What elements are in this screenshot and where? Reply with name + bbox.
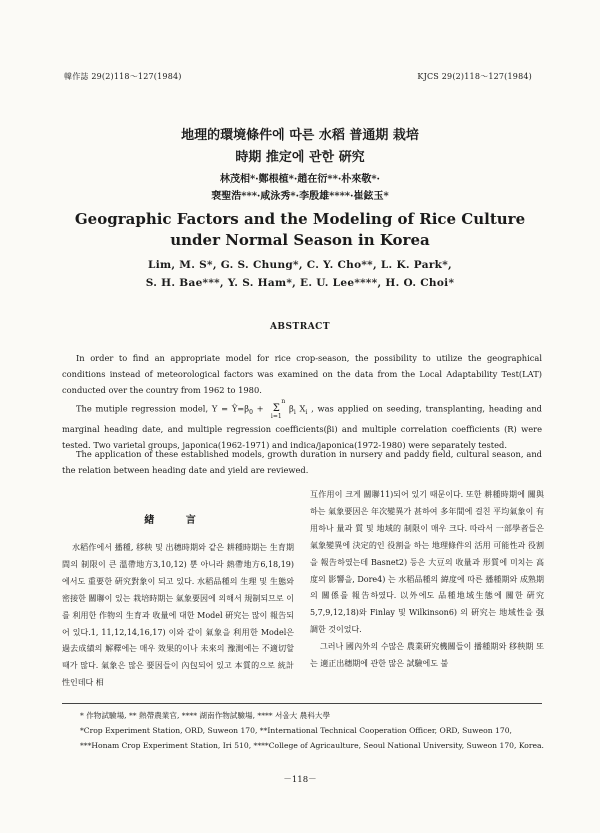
abstract-heading: ABSTRACT [269, 322, 331, 332]
abstract-paragraph-3: The application of these established models, growth duration in nursery and paddy field, cultural season, and the relation between heading date and yield are reviewed. [62, 449, 542, 475]
authors-english-line-2: S. H. Bae***, Y. S. Ham*, E. U. Lee****, H. O. Choi* [145, 277, 455, 289]
affiliation-footnote-english: *Crop Experiment Station, ORD, Suweon 170, **International Technical Cooperation Officer, ORD, Suweon 170, ***Honam Crop Experiment Station, Iri 510, ****College of Agricaulture, Seoul National University, Suweon 170, Korea. [80, 726, 544, 750]
beta-symbol: β [289, 403, 294, 414]
introduction-left-column [62, 540, 294, 692]
introduction-right-column [310, 487, 544, 673]
introduction-left-text: 水稻作에서 播種, 移秧 및 出穗時期와 같은 耕種時期는 生育期間의 制限이 큰 溫帶地方3,10,12) 뿐 아니라 熱帶地方6,18,19)에서도 重要한 硏究對象이 되고 있다. 水稻品種의 生理 및 生態와 密接한 關聯이 있는 栽培時期는 氣象要因에 의해서 規制되므로 이를 利用한 作物의 生育과 收量에 대한 Model 硏究는 많이 報告되어 있다.1, 11,12,14,16,17) 이와 같이 氣象을 利用한 Model은 過去成績의 解釋에는 매우 效果的이나 未來의 豫測에는 不適切할 때가 많다. 氣象은 많은 要因들이 內包되어 있고 本質的으로 統計性인데다 相 [62, 543, 294, 688]
regression-plus: + [252, 403, 268, 414]
abstract-paragraph-2: The mutiple regression model, $Y = Ŷ=\beta_0 + n$ Σ i=1 $\beta_i$ $X_i$ , was applied on seeding, transplanting, heading and marginal heading date, and multiple regression coefficients(βi) and multiple correlation coefficients (R) were tested. Two varietal groups, japonica(1962-1971) and indica/japonica(1972-1980) were separately tested. [62, 398, 542, 451]
sum-upper-limit: n [281, 398, 286, 405]
journal-citation-left: 韓作誌 29(2)118～127(1984) [64, 72, 182, 81]
introduction-right-paragraph-1: 互作用이 크게 關聯11)되어 있기 때문이다. 또한 耕種時期에 關與하는 氣象要因은 年次變異가 甚하여 多年間에 걸친 平均氣象이 有用하나 量과 質 및 地域的 制限이 매우 크다. 따라서 一部學者들은 氣象變異에 決定的인 役割을 하는 地理條件의 活用 可能性과 役割을 報告하였는데 Basnet2) 등은 大豆의 收量과 形質에 미치는 高度의 影響을, Dore4) 는 水稻品種의 緯度에 따른 播種期와 成熟期의 關係를 報告하였다. 以外에도 品種地域生態에 關한 硏究5,7,9,12,18)와 Finlay 및 Wilkinson6) 의 硏究는 地域性을 强調한 것이었다. [310, 490, 544, 635]
regression-description: , was applied on seeding, transplanting, heading and marginal heading date, and multiple regression coefficients(βi) and multiple correlation coefficients (R) were tested. Two varietal groups, japonica(1962-1971) and indica/japonica(1972-1980) were separately tested. [62, 403, 542, 451]
introduction-heading: 緖 言 [144, 515, 210, 526]
authors-korean-line-1: 林茂相*·鄭根植*·趙在衍**·朴來敬*· [219, 174, 381, 185]
summation-symbol: Σ [272, 403, 280, 414]
affiliation-footnote [80, 708, 546, 753]
abstract-paragraph-1: In order to find an appropriate model for rice crop-season, the possibility to utilize the geographical conditions instead of meteorological factors was examined on the data from the Local Adaptability Test(LAT) conducted over the country from 1962 to 1980. [62, 353, 542, 395]
sum-lower-limit: i=1 [270, 413, 282, 420]
journal-citation-right: KJCS 29(2)118～127(1984) [417, 72, 532, 81]
title-korean-line-1: 地理的環境條件에 따른 水稻 普通期 栽培 [181, 128, 419, 143]
title-english-line-2: under Normal Season in Korea [170, 231, 430, 249]
affiliation-footnote-korean: * 作物試驗場, ** 熱帶農業官, **** 湖南作物試驗場, **** 서울大 農科大學 [80, 711, 331, 720]
page-number: －118－ [283, 775, 317, 785]
introduction-right-paragraph-2: 그러나 國內外의 수많은 農業硏究機關들이 播種期와 移秧期 또는 適正出穗期에 관한 많은 試驗에도 불 [310, 642, 544, 669]
title-english-line-1: Geographic Factors and the Modeling of Rice Culture [74, 210, 526, 228]
regression-model-intro: The mutiple regression model, Y = Ŷ=β [76, 403, 250, 414]
title-korean-line-2: 時期 推定에 관한 硏究 [235, 150, 365, 165]
x-variable: X [299, 403, 306, 414]
authors-english-line-1: Lim, M. S*, G. S. Chung*, C. Y. Cho**, L. K. Park*, [148, 259, 452, 271]
authors-korean-line-2: 裵聖浩***·咸泳秀*·李殷雄****·崔鉉玉* [211, 191, 389, 202]
footnote-divider [62, 703, 542, 704]
